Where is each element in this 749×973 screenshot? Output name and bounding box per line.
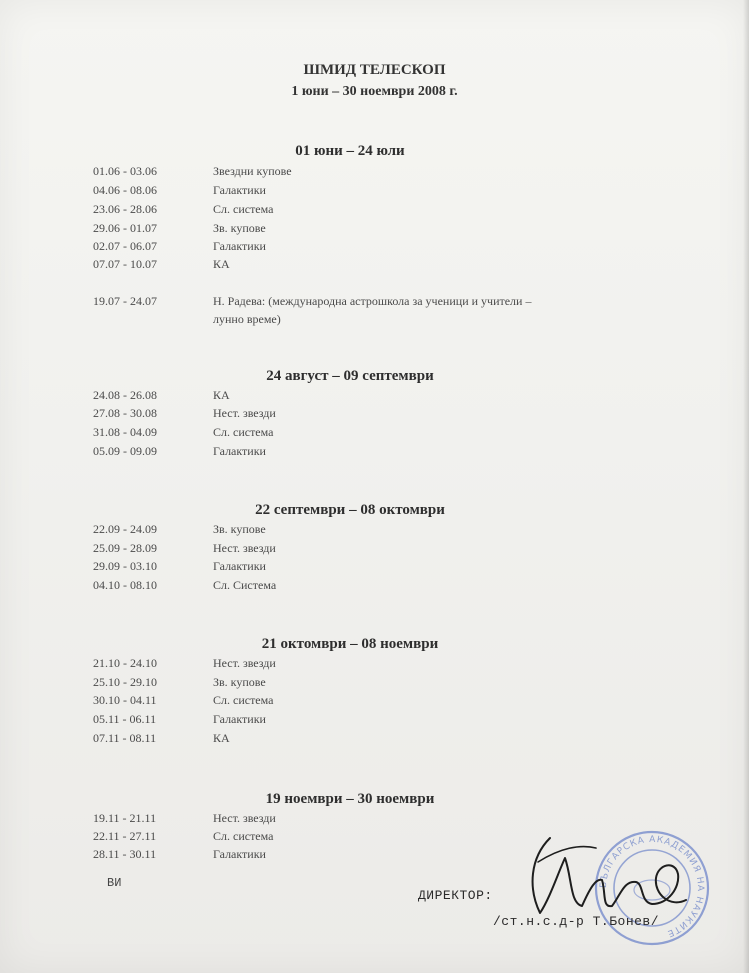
row-dates: 29.06 - 01.07	[93, 221, 157, 235]
row-desc: КА	[213, 388, 230, 402]
row-dates: 22.09 - 24.09	[93, 522, 157, 536]
row-dates: 23.06 - 28.06	[93, 202, 157, 216]
section-title-3: 22 септември – 08 октомври	[255, 502, 445, 518]
row-dates: 29.09 - 03.10	[93, 559, 157, 573]
row-desc-continuation: лунно време)	[213, 312, 281, 326]
author-initials: ВИ	[107, 876, 122, 890]
row-dates: 19.07 - 24.07	[93, 294, 157, 308]
row-desc: Зв. купове	[213, 522, 266, 536]
row-dates: 25.10 - 29.10	[93, 675, 157, 689]
director-label: ДИРЕКТОР:	[418, 888, 493, 903]
row-desc: КА	[213, 257, 230, 271]
signature-icon	[510, 818, 700, 928]
row-desc: Нест. звезди	[213, 541, 276, 555]
row-dates: 04.06 - 08.06	[93, 183, 157, 197]
document-subtitle: 1 юни – 30 ноември 2008 г.	[291, 84, 458, 99]
row-dates: 04.10 - 08.10	[93, 578, 157, 592]
row-desc: Галактики	[213, 847, 266, 861]
row-dates: 28.11 - 30.11	[93, 847, 157, 861]
row-dates: 21.10 - 24.10	[93, 656, 157, 670]
row-desc: Н. Радева: (международна астрошкола за ученици и учители –	[213, 294, 532, 308]
section-title-2: 24 август – 09 септември	[266, 368, 434, 384]
row-dates: 02.07 - 06.07	[93, 239, 157, 253]
row-dates: 01.06 - 03.06	[93, 164, 157, 178]
row-desc: Нест. звезди	[213, 811, 276, 825]
row-desc: Зв. купове	[213, 675, 266, 689]
seal-text: БЪЛГАРСКА АКАДЕМИЯ НА НАУКИТЕ	[598, 834, 706, 939]
row-dates: 05.11 - 06.11	[93, 712, 157, 726]
row-dates: 31.08 - 04.09	[93, 425, 157, 439]
row-desc: Галактики	[213, 444, 266, 458]
director-name: /ст.н.с.д-р Т.Бонев/	[493, 914, 660, 929]
page-edge-shadow	[743, 0, 749, 973]
row-desc: Галактики	[213, 712, 266, 726]
row-desc: Сл. система	[213, 693, 274, 707]
row-dates: 07.11 - 08.11	[93, 731, 157, 745]
section-title-4: 21 октомври – 08 ноември	[261, 636, 439, 652]
row-dates: 27.08 - 30.08	[93, 406, 157, 420]
row-desc: Нест. звезди	[213, 656, 276, 670]
row-desc: Галактики	[213, 239, 266, 253]
row-desc: Сл. система	[213, 202, 274, 216]
row-desc: Галактики	[213, 183, 266, 197]
row-dates: 24.08 - 26.08	[93, 388, 157, 402]
row-dates: 22.11 - 27.11	[93, 829, 157, 843]
row-desc: Сл. система	[213, 829, 274, 843]
row-desc: КА	[213, 731, 230, 745]
section-title-1: 01 юни – 24 юли	[295, 143, 405, 159]
row-desc: Нест. звезди	[213, 406, 276, 420]
row-dates: 19.11 - 21.11	[93, 811, 157, 825]
row-dates: 25.09 - 28.09	[93, 541, 157, 555]
row-desc: Зв. купове	[213, 221, 266, 235]
document-title: ШМИД ТЕЛЕСКОП	[303, 62, 446, 78]
row-desc: Звездни купове	[213, 164, 292, 178]
row-desc: Галактики	[213, 559, 266, 573]
row-desc: Сл. система	[213, 425, 274, 439]
row-dates: 05.09 - 09.09	[93, 444, 157, 458]
row-dates: 30.10 - 04.11	[93, 693, 157, 707]
row-desc: Сл. Система	[213, 578, 277, 592]
section-title-5: 19 ноември – 30 ноември	[265, 791, 435, 807]
row-dates: 07.07 - 10.07	[93, 257, 157, 271]
